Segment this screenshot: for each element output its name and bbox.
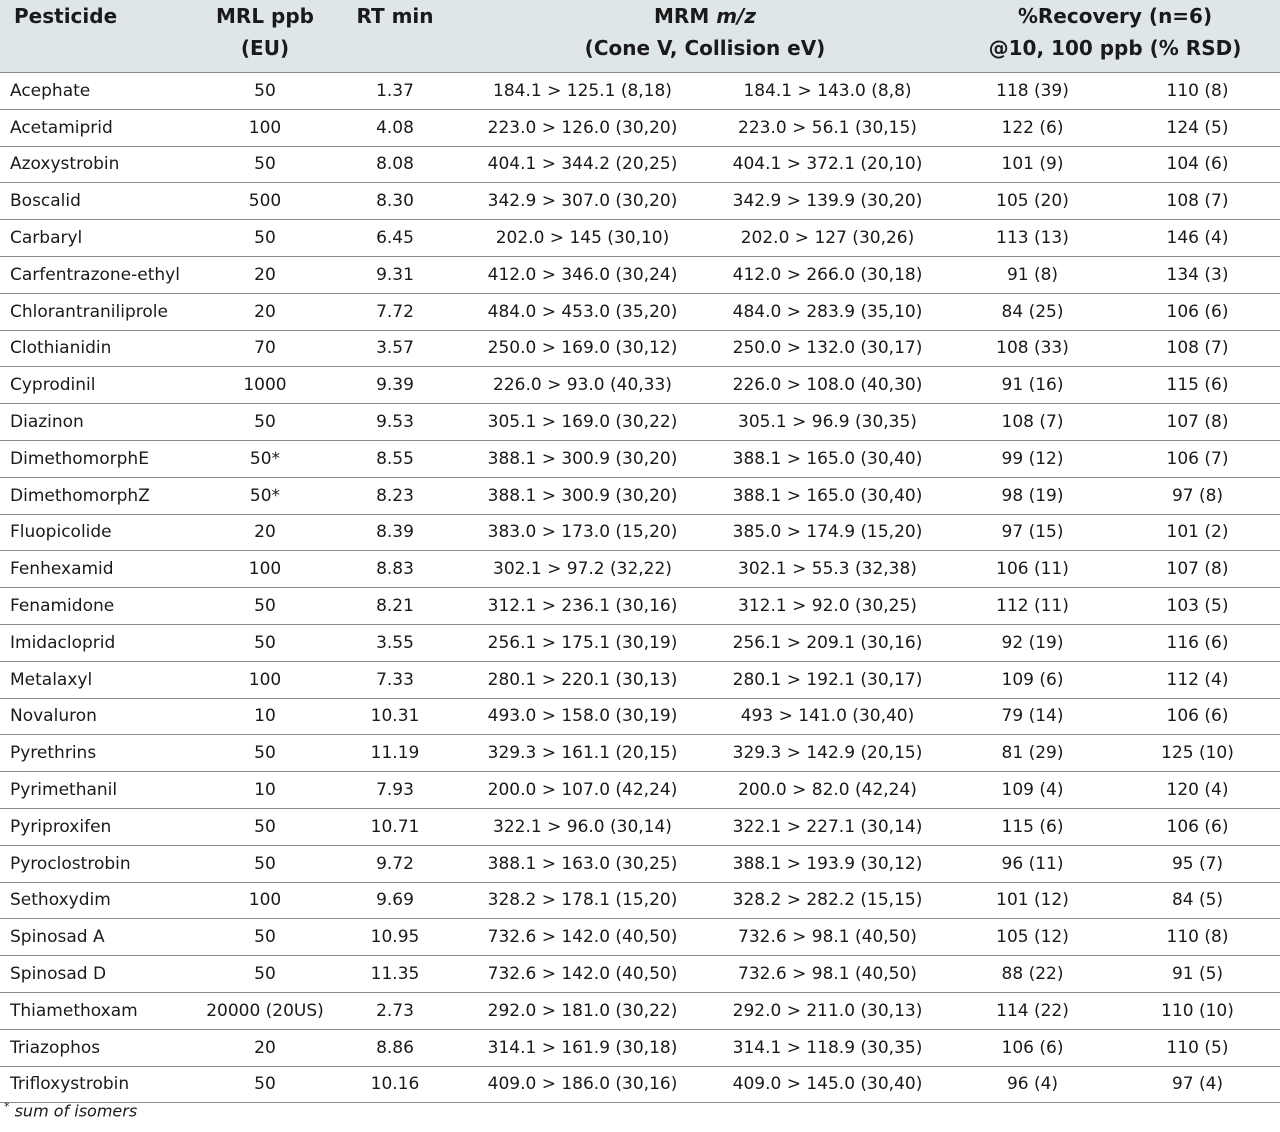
cell-rt: 6.45 xyxy=(330,220,460,257)
cell-pesticide: Trifloxystrobin xyxy=(0,1066,200,1103)
cell-pesticide: Pyroclostrobin xyxy=(0,845,200,882)
cell-pesticide: Metalaxyl xyxy=(0,661,200,698)
header-row xyxy=(0,0,1280,73)
cell-rt: 3.55 xyxy=(330,624,460,661)
cell-mrm-quant: 314.1 > 161.9 (30,18) xyxy=(460,1029,705,1066)
cell-mrm-quant: 200.0 > 107.0 (42,24) xyxy=(460,772,705,809)
footnote-text: sum of isomers xyxy=(9,1101,138,1121)
cell-recovery-100: 116 (6) xyxy=(1115,624,1280,661)
cell-mrm-quant: 383.0 > 173.0 (15,20) xyxy=(460,514,705,551)
cell-recovery-100: 104 (6) xyxy=(1115,146,1280,183)
cell-recovery-10: 98 (19) xyxy=(950,477,1115,514)
cell-recovery-100: 110 (10) xyxy=(1115,992,1280,1029)
cell-rt: 8.30 xyxy=(330,183,460,220)
cell-pesticide: Fluopicolide xyxy=(0,514,200,551)
cell-rt: 2.73 xyxy=(330,992,460,1029)
table-row xyxy=(0,440,1280,477)
cell-mrm-quant: 223.0 > 126.0 (30,20) xyxy=(460,109,705,146)
cell-recovery-100: 110 (8) xyxy=(1115,73,1280,110)
cell-recovery-10: 96 (11) xyxy=(950,845,1115,882)
cell-pesticide: Spinosad A xyxy=(0,919,200,956)
cell-rt: 10.71 xyxy=(330,808,460,845)
cell-mrl: 50 xyxy=(200,146,330,183)
cell-mrl: 100 xyxy=(200,109,330,146)
cell-pesticide: Diazinon xyxy=(0,404,200,441)
cell-pesticide: DimethomorphZ xyxy=(0,477,200,514)
table-row xyxy=(0,1029,1280,1066)
cell-mrm-qual: 292.0 > 211.0 (30,13) xyxy=(705,992,950,1029)
cell-rt: 11.19 xyxy=(330,735,460,772)
cell-rt: 7.93 xyxy=(330,772,460,809)
cell-mrm-qual: 226.0 > 108.0 (40,30) xyxy=(705,367,950,404)
header-mrl xyxy=(200,0,330,73)
header-mrm-line2: (Cone V, Collision eV) xyxy=(584,36,826,60)
table-body xyxy=(0,73,1280,1103)
cell-mrl: 10 xyxy=(200,698,330,735)
cell-recovery-10: 97 (15) xyxy=(950,514,1115,551)
cell-recovery-10: 112 (11) xyxy=(950,588,1115,625)
cell-mrm-qual: 200.0 > 82.0 (42,24) xyxy=(705,772,950,809)
table-row xyxy=(0,588,1280,625)
cell-pesticide: Spinosad D xyxy=(0,956,200,993)
table-row xyxy=(0,293,1280,330)
table-row xyxy=(0,367,1280,404)
cell-pesticide: Fenamidone xyxy=(0,588,200,625)
cell-rt: 10.95 xyxy=(330,919,460,956)
cell-recovery-100: 91 (5) xyxy=(1115,956,1280,993)
cell-pesticide: Cyprodinil xyxy=(0,367,200,404)
cell-mrm-quant: 302.1 > 97.2 (32,22) xyxy=(460,551,705,588)
cell-recovery-100: 103 (5) xyxy=(1115,588,1280,625)
cell-mrl: 20 xyxy=(200,1029,330,1066)
cell-mrm-quant: 202.0 > 145 (30,10) xyxy=(460,220,705,257)
cell-mrm-qual: 388.1 > 165.0 (30,40) xyxy=(705,440,950,477)
cell-pesticide: Clothianidin xyxy=(0,330,200,367)
cell-pesticide: Chlorantraniliprole xyxy=(0,293,200,330)
cell-rt: 8.55 xyxy=(330,440,460,477)
cell-rt: 8.83 xyxy=(330,551,460,588)
cell-mrm-qual: 312.1 > 92.0 (30,25) xyxy=(705,588,950,625)
cell-mrm-quant: 312.1 > 236.1 (30,16) xyxy=(460,588,705,625)
cell-pesticide: Acephate xyxy=(0,73,200,110)
cell-mrl: 50 xyxy=(200,735,330,772)
table-row xyxy=(0,919,1280,956)
cell-recovery-10: 118 (39) xyxy=(950,73,1115,110)
cell-mrl: 500 xyxy=(200,183,330,220)
cell-recovery-10: 113 (13) xyxy=(950,220,1115,257)
cell-recovery-100: 125 (10) xyxy=(1115,735,1280,772)
cell-mrm-quant: 305.1 > 169.0 (30,22) xyxy=(460,404,705,441)
cell-mrm-quant: 292.0 > 181.0 (30,22) xyxy=(460,992,705,1029)
cell-mrl: 50* xyxy=(200,440,330,477)
cell-recovery-10: 106 (6) xyxy=(950,1029,1115,1066)
cell-recovery-10: 92 (19) xyxy=(950,624,1115,661)
table-row xyxy=(0,808,1280,845)
cell-mrm-quant: 388.1 > 300.9 (30,20) xyxy=(460,477,705,514)
cell-mrm-quant: 412.0 > 346.0 (30,24) xyxy=(460,256,705,293)
cell-recovery-100: 97 (8) xyxy=(1115,477,1280,514)
cell-mrm-qual: 732.6 > 98.1 (40,50) xyxy=(705,919,950,956)
cell-recovery-10: 105 (20) xyxy=(950,183,1115,220)
header-recovery-line1: %Recovery (n=6) xyxy=(1017,4,1213,28)
header-mrl-line2: (EU) xyxy=(240,36,290,60)
cell-mrm-qual: 409.0 > 145.0 (30,40) xyxy=(705,1066,950,1103)
cell-rt: 8.08 xyxy=(330,146,460,183)
cell-rt: 8.39 xyxy=(330,514,460,551)
cell-mrm-quant: 388.1 > 300.9 (30,20) xyxy=(460,440,705,477)
cell-pesticide: Thiamethoxam xyxy=(0,992,200,1029)
cell-rt: 7.33 xyxy=(330,661,460,698)
cell-recovery-10: 101 (9) xyxy=(950,146,1115,183)
footnote xyxy=(4,1100,137,1120)
cell-mrm-qual: 329.3 > 142.9 (20,15) xyxy=(705,735,950,772)
cell-pesticide: Imidacloprid xyxy=(0,624,200,661)
cell-mrl: 50 xyxy=(200,624,330,661)
cell-mrm-qual: 388.1 > 193.9 (30,12) xyxy=(705,845,950,882)
table-row xyxy=(0,698,1280,735)
cell-recovery-10: 84 (25) xyxy=(950,293,1115,330)
cell-pesticide: Carfentrazone-ethyl xyxy=(0,256,200,293)
cell-pesticide: Carbaryl xyxy=(0,220,200,257)
table-row xyxy=(0,256,1280,293)
cell-rt: 4.08 xyxy=(330,109,460,146)
cell-recovery-100: 115 (6) xyxy=(1115,367,1280,404)
cell-rt: 8.23 xyxy=(330,477,460,514)
cell-recovery-10: 109 (6) xyxy=(950,661,1115,698)
table-row xyxy=(0,772,1280,809)
header-mrm-line1 xyxy=(460,0,950,32)
cell-mrm-quant: 226.0 > 93.0 (40,33) xyxy=(460,367,705,404)
cell-mrl: 50 xyxy=(200,220,330,257)
cell-mrm-quant: 250.0 > 169.0 (30,12) xyxy=(460,330,705,367)
cell-mrl: 10 xyxy=(200,772,330,809)
cell-rt: 9.53 xyxy=(330,404,460,441)
cell-recovery-100: 84 (5) xyxy=(1115,882,1280,919)
table-row xyxy=(0,183,1280,220)
cell-recovery-10: 99 (12) xyxy=(950,440,1115,477)
cell-pesticide: Acetamiprid xyxy=(0,109,200,146)
cell-mrm-quant: 328.2 > 178.1 (15,20) xyxy=(460,882,705,919)
cell-mrm-quant: 322.1 > 96.0 (30,14) xyxy=(460,808,705,845)
cell-rt: 9.31 xyxy=(330,256,460,293)
table-row xyxy=(0,845,1280,882)
cell-rt: 11.35 xyxy=(330,956,460,993)
cell-mrm-qual: 385.0 > 174.9 (15,20) xyxy=(705,514,950,551)
cell-recovery-100: 108 (7) xyxy=(1115,330,1280,367)
footnote-marker: * xyxy=(4,1100,10,1113)
table-row xyxy=(0,956,1280,993)
cell-mrl: 100 xyxy=(200,551,330,588)
cell-rt: 8.86 xyxy=(330,1029,460,1066)
table-row xyxy=(0,404,1280,441)
cell-recovery-10: 108 (7) xyxy=(950,404,1115,441)
cell-mrl: 50 xyxy=(200,404,330,441)
cell-recovery-10: 122 (6) xyxy=(950,109,1115,146)
table-row xyxy=(0,992,1280,1029)
cell-mrl: 70 xyxy=(200,330,330,367)
cell-pesticide: Azoxystrobin xyxy=(0,146,200,183)
table-row xyxy=(0,735,1280,772)
header-mrm-prefix: MRM xyxy=(654,4,717,28)
cell-recovery-10: 114 (22) xyxy=(950,992,1115,1029)
header-mrm-mz: m/z xyxy=(716,4,756,28)
cell-pesticide: Pyriproxifen xyxy=(0,808,200,845)
cell-mrm-qual: 280.1 > 192.1 (30,17) xyxy=(705,661,950,698)
header-mrm xyxy=(460,0,950,73)
cell-mrm-quant: 256.1 > 175.1 (30,19) xyxy=(460,624,705,661)
cell-recovery-10: 96 (4) xyxy=(950,1066,1115,1103)
header-rt-text: RT min xyxy=(356,4,434,28)
cell-recovery-10: 91 (16) xyxy=(950,367,1115,404)
table-row xyxy=(0,109,1280,146)
cell-mrm-qual: 184.1 > 143.0 (8,8) xyxy=(705,73,950,110)
cell-mrm-qual: 328.2 > 282.2 (15,15) xyxy=(705,882,950,919)
cell-mrl: 50* xyxy=(200,477,330,514)
header-pesticide xyxy=(0,0,200,73)
header-recovery xyxy=(950,0,1280,73)
cell-rt: 10.16 xyxy=(330,1066,460,1103)
cell-rt: 1.37 xyxy=(330,73,460,110)
cell-mrm-qual: 493 > 141.0 (30,40) xyxy=(705,698,950,735)
cell-mrl: 100 xyxy=(200,661,330,698)
cell-recovery-100: 110 (8) xyxy=(1115,919,1280,956)
table-row xyxy=(0,330,1280,367)
cell-rt: 9.39 xyxy=(330,367,460,404)
cell-mrm-qual: 404.1 > 372.1 (20,10) xyxy=(705,146,950,183)
cell-pesticide: Sethoxydim xyxy=(0,882,200,919)
cell-pesticide: Novaluron xyxy=(0,698,200,735)
cell-rt: 9.72 xyxy=(330,845,460,882)
table-header xyxy=(0,0,1280,73)
cell-recovery-10: 88 (22) xyxy=(950,956,1115,993)
header-mrl-line1: MRL ppb xyxy=(216,4,314,28)
cell-mrm-quant: 280.1 > 220.1 (30,13) xyxy=(460,661,705,698)
cell-recovery-100: 106 (7) xyxy=(1115,440,1280,477)
cell-mrm-qual: 223.0 > 56.1 (30,15) xyxy=(705,109,950,146)
cell-mrm-quant: 329.3 > 161.1 (20,15) xyxy=(460,735,705,772)
cell-recovery-10: 101 (12) xyxy=(950,882,1115,919)
cell-mrl: 50 xyxy=(200,73,330,110)
cell-mrl: 1000 xyxy=(200,367,330,404)
table-row xyxy=(0,551,1280,588)
cell-mrm-qual: 342.9 > 139.9 (30,20) xyxy=(705,183,950,220)
cell-mrm-qual: 388.1 > 165.0 (30,40) xyxy=(705,477,950,514)
cell-rt: 7.72 xyxy=(330,293,460,330)
cell-recovery-100: 112 (4) xyxy=(1115,661,1280,698)
cell-recovery-10: 106 (11) xyxy=(950,551,1115,588)
cell-recovery-100: 134 (3) xyxy=(1115,256,1280,293)
cell-pesticide: Pyrethrins xyxy=(0,735,200,772)
cell-recovery-100: 101 (2) xyxy=(1115,514,1280,551)
cell-mrm-quant: 732.6 > 142.0 (40,50) xyxy=(460,956,705,993)
cell-mrm-quant: 388.1 > 163.0 (30,25) xyxy=(460,845,705,882)
cell-recovery-100: 97 (4) xyxy=(1115,1066,1280,1103)
cell-pesticide: Pyrimethanil xyxy=(0,772,200,809)
cell-recovery-100: 146 (4) xyxy=(1115,220,1280,257)
cell-mrm-quant: 342.9 > 307.0 (30,20) xyxy=(460,183,705,220)
cell-mrl: 50 xyxy=(200,808,330,845)
cell-recovery-100: 124 (5) xyxy=(1115,109,1280,146)
cell-rt: 3.57 xyxy=(330,330,460,367)
cell-recovery-10: 115 (6) xyxy=(950,808,1115,845)
cell-mrl: 20 xyxy=(200,514,330,551)
cell-mrm-quant: 404.1 > 344.2 (20,25) xyxy=(460,146,705,183)
cell-mrl: 50 xyxy=(200,1066,330,1103)
cell-recovery-100: 110 (5) xyxy=(1115,1029,1280,1066)
cell-recovery-10: 79 (14) xyxy=(950,698,1115,735)
cell-mrl: 50 xyxy=(200,919,330,956)
cell-recovery-100: 106 (6) xyxy=(1115,698,1280,735)
cell-pesticide: Triazophos xyxy=(0,1029,200,1066)
cell-recovery-10: 109 (4) xyxy=(950,772,1115,809)
cell-mrl: 50 xyxy=(200,845,330,882)
cell-mrl: 100 xyxy=(200,882,330,919)
cell-mrm-qual: 302.1 > 55.3 (32,38) xyxy=(705,551,950,588)
cell-mrm-qual: 256.1 > 209.1 (30,16) xyxy=(705,624,950,661)
cell-recovery-100: 107 (8) xyxy=(1115,404,1280,441)
cell-mrm-qual: 732.6 > 98.1 (40,50) xyxy=(705,956,950,993)
cell-mrm-quant: 493.0 > 158.0 (30,19) xyxy=(460,698,705,735)
header-pesticide-text: Pesticide xyxy=(14,4,118,28)
table-row xyxy=(0,146,1280,183)
table-row xyxy=(0,661,1280,698)
table-row xyxy=(0,73,1280,110)
cell-mrm-quant: 184.1 > 125.1 (8,18) xyxy=(460,73,705,110)
cell-mrm-quant: 732.6 > 142.0 (40,50) xyxy=(460,919,705,956)
cell-recovery-100: 95 (7) xyxy=(1115,845,1280,882)
cell-mrl: 50 xyxy=(200,588,330,625)
cell-pesticide: DimethomorphE xyxy=(0,440,200,477)
cell-recovery-100: 107 (8) xyxy=(1115,551,1280,588)
cell-recovery-100: 120 (4) xyxy=(1115,772,1280,809)
cell-recovery-10: 81 (29) xyxy=(950,735,1115,772)
cell-recovery-100: 108 (7) xyxy=(1115,183,1280,220)
cell-mrm-qual: 202.0 > 127 (30,26) xyxy=(705,220,950,257)
cell-mrl: 20 xyxy=(200,293,330,330)
cell-recovery-10: 108 (33) xyxy=(950,330,1115,367)
cell-recovery-10: 91 (8) xyxy=(950,256,1115,293)
table-row xyxy=(0,882,1280,919)
cell-rt: 8.21 xyxy=(330,588,460,625)
cell-mrm-qual: 250.0 > 132.0 (30,17) xyxy=(705,330,950,367)
cell-pesticide: Boscalid xyxy=(0,183,200,220)
header-rt xyxy=(330,0,460,73)
cell-mrm-qual: 305.1 > 96.9 (30,35) xyxy=(705,404,950,441)
table-row xyxy=(0,514,1280,551)
cell-pesticide: Fenhexamid xyxy=(0,551,200,588)
cell-mrm-qual: 322.1 > 227.1 (30,14) xyxy=(705,808,950,845)
cell-mrm-qual: 484.0 > 283.9 (35,10) xyxy=(705,293,950,330)
cell-mrl: 20 xyxy=(200,256,330,293)
table-row xyxy=(0,220,1280,257)
cell-mrm-qual: 314.1 > 118.9 (30,35) xyxy=(705,1029,950,1066)
cell-mrl: 20000 (20US) xyxy=(200,992,330,1029)
table-row xyxy=(0,477,1280,514)
cell-recovery-100: 106 (6) xyxy=(1115,808,1280,845)
cell-recovery-10: 105 (12) xyxy=(950,919,1115,956)
cell-mrl: 50 xyxy=(200,956,330,993)
cell-mrm-qual: 412.0 > 266.0 (30,18) xyxy=(705,256,950,293)
cell-rt: 10.31 xyxy=(330,698,460,735)
cell-recovery-100: 106 (6) xyxy=(1115,293,1280,330)
cell-mrm-quant: 409.0 > 186.0 (30,16) xyxy=(460,1066,705,1103)
header-recovery-line2: @10, 100 ppb (% RSD) xyxy=(988,36,1242,60)
table-row xyxy=(0,624,1280,661)
cell-mrm-quant: 484.0 > 453.0 (35,20) xyxy=(460,293,705,330)
table-row xyxy=(0,1066,1280,1103)
cell-rt: 9.69 xyxy=(330,882,460,919)
